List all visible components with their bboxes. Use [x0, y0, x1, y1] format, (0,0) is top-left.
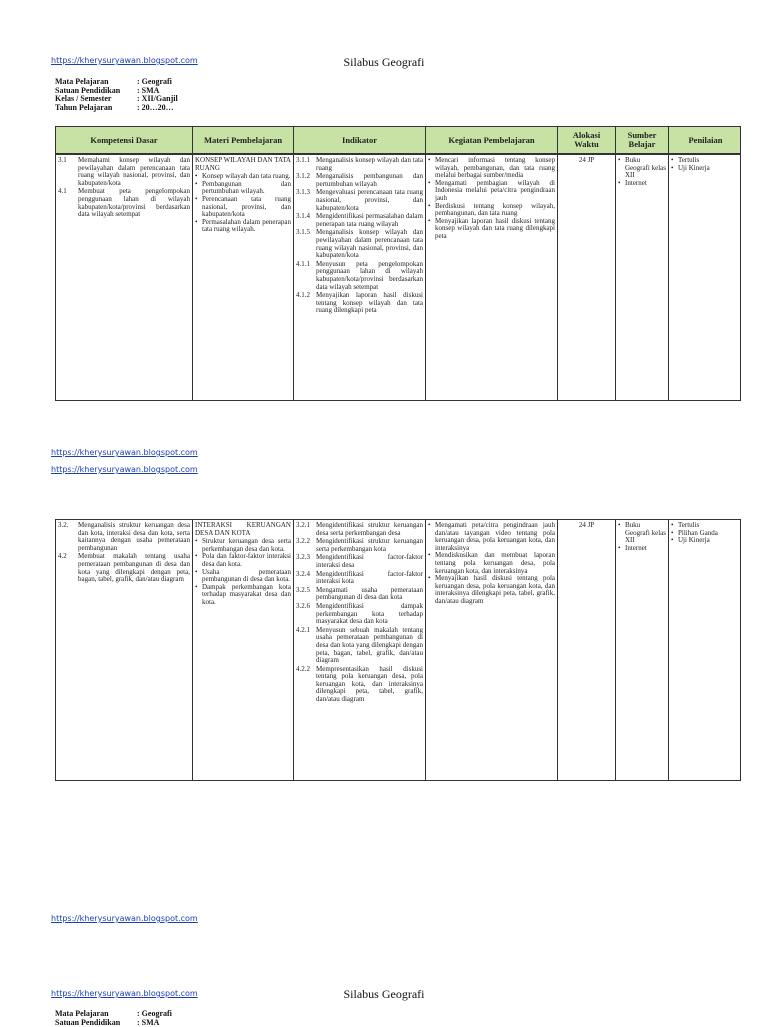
bullet-icon: •: [671, 536, 674, 545]
indikator-item: [296, 571, 423, 586]
cell-materi: [193, 155, 294, 400]
item-number: 3.1.2: [296, 172, 310, 181]
item-text: Konsep wilayah dan tata ruang.: [202, 172, 291, 181]
kd-item: [58, 157, 190, 187]
meta-block: [55, 78, 178, 112]
cell-alokasi: [558, 155, 616, 400]
kegiatan-item: [428, 157, 555, 180]
item-text: Membuat makalah tentang usaha pemerataan pembangunan di desa dan kota yang dilengkapi dengan peta, bagan, tabel, grafik, dan/atau diagram: [78, 552, 190, 584]
meta-value: : Geografi: [137, 77, 172, 86]
kegiatan-item: [428, 575, 555, 605]
item-text: Menyajikan laporan hasil diskusi tentang konsep wilayah dan tata ruang dilengkapi peta: [316, 291, 423, 315]
source-link[interactable]: https://kherysuryawan.blogspot.com: [51, 56, 198, 65]
item-number: 4.1: [58, 187, 67, 196]
item-number: 3.2.6: [296, 601, 310, 610]
item-text: Mengamati pembagian wilayah di Indonesia melalui peta/citra pengindraan jauh: [435, 178, 555, 202]
cell-kd: [56, 155, 193, 400]
bullet-icon: •: [195, 172, 198, 181]
item-text: Mengamati usaha pemerataan pembangunan di desa dan kota: [316, 585, 423, 602]
meta-value: : SMA: [137, 85, 160, 95]
kegiatan-item: [428, 203, 555, 218]
kegiatan-item: [428, 180, 555, 203]
materi-item: [195, 196, 291, 219]
item-text: Permasalahan dalam penerapan tata ruang wilayah.: [202, 217, 291, 234]
indikator-item: [296, 292, 423, 315]
cell-indikator: [294, 155, 426, 400]
item-text: Tertulis: [678, 521, 700, 529]
item-text: Mengidentifikasi permasalahan dalam penerapan tata ruang wilayah: [316, 212, 423, 228]
materi-item: [195, 538, 291, 553]
kegiatan-item: [428, 552, 555, 575]
meta-value: : 20…20…: [137, 102, 174, 112]
bullet-icon: •: [428, 521, 431, 529]
item-text: Menyusun sebuah makalah tentang usaha pemerataan pembangunan di desa dan kota yang dilengkapi dengan peta, bagan, tabel, grafik, dan/atau diagram: [316, 625, 423, 665]
penilaian-item: [671, 537, 740, 545]
col-header-penilaian: Penilaian: [688, 134, 723, 145]
materi-item: [195, 219, 291, 234]
col-header-indikator: Indikator: [294, 127, 426, 153]
item-text: Uji Kinerja: [678, 163, 710, 172]
cell-alokasi: [558, 520, 616, 780]
page-title: Silabus Geografi: [343, 987, 425, 1001]
meta-label: Tahun Pelajaran: [55, 102, 113, 112]
item-text: Dampak perkembangan kota terhadap masyarakat desa dan kota.: [202, 582, 291, 606]
kegiatan-item: [428, 218, 555, 241]
indikator-item: [296, 261, 423, 291]
kd-item: [58, 188, 190, 218]
meta-row: [55, 1019, 172, 1027]
item-number: 3.1: [58, 156, 67, 164]
item-text: Internet: [625, 543, 647, 552]
bullet-icon: •: [671, 163, 674, 172]
bullet-icon: •: [671, 528, 674, 537]
item-text: Menganalisis konsep wilayah dan tata ruang: [316, 156, 423, 172]
cell-penilaian: [669, 155, 742, 400]
alokasi-value: 24 JP: [578, 156, 595, 164]
item-text: Berdiskusi tentang konsep wilayah, pembangunan, dan tata ruang: [435, 201, 555, 218]
item-text: Uji Kinerja: [678, 536, 710, 545]
item-text: Mengidentifikasi dampak perkembangan kota terhadap masyarakat desa dan kota: [316, 601, 423, 626]
item-number: 3.1.1: [296, 156, 310, 164]
item-text: Membuat peta pengelompokan penggunaan lahan di wilayah kabupaten/kota/provinsi berdasarkan data wilayah setempat: [78, 187, 190, 219]
meta-value: : SMA: [137, 1017, 160, 1027]
cell-kd: [56, 520, 193, 780]
bullet-icon: •: [618, 178, 621, 187]
indikator-item: [296, 587, 423, 602]
meta-label: Kelas / Semester: [55, 94, 112, 104]
item-number: 3.1.5: [296, 228, 310, 237]
item-number: 4.2: [58, 552, 67, 561]
item-text: Tertulis: [678, 156, 700, 164]
source-link[interactable]: https://kherysuryawan.blogspot.com: [51, 989, 198, 998]
materi-heading: INTERAKSI KERUANGAN DESA DAN KOTA: [195, 521, 291, 537]
item-text: Mengamati peta/citra pengindraan jauh dan/atau tayangan video tentang pola keruangan desa, pola keruangan kota, dan interaksinya: [435, 521, 555, 552]
item-text: Mengidentifikasi struktur keruangan desa serta perkembangan desa: [316, 521, 423, 537]
meta-row: [55, 104, 178, 113]
indikator-item: [296, 173, 423, 188]
indikator-item: [296, 213, 423, 228]
indikator-item: [296, 538, 423, 553]
meta-value: : XII/Ganjil: [137, 94, 178, 104]
sumber-item: [618, 545, 666, 553]
indikator-item: [296, 627, 423, 665]
meta-value: : Geografi: [137, 1009, 172, 1018]
bullet-icon: •: [428, 178, 431, 187]
item-number: 3.2.5: [296, 585, 310, 594]
materi-item: [195, 553, 291, 568]
item-number: 3.2.: [58, 521, 69, 529]
cell-materi: [193, 520, 294, 780]
item-number: 3.1.3: [296, 188, 310, 197]
item-number: 3.1.4: [296, 212, 310, 221]
item-text: Menyajikan hasil diskusi tentang pola keruangan desa, pola keruangan kota, dan interaksinya dilengkapi peta, tabel, grafik, dan/atau diagram: [435, 574, 555, 605]
indikator-item: [296, 189, 423, 212]
col-header-materi: Materi Pembelajaran: [193, 127, 294, 153]
bullet-icon: •: [195, 194, 198, 203]
materi-item: [195, 584, 291, 607]
item-number: 3.2.1: [296, 521, 310, 529]
materi-item: [195, 181, 291, 196]
item-number: 3.2.3: [296, 553, 310, 562]
bullet-icon: •: [195, 217, 198, 226]
table-row: [55, 154, 741, 401]
col-header-kd: Kompetensi Dasar: [56, 127, 193, 153]
item-number: 4.2.2: [296, 664, 310, 673]
col-header-alokasi: Alokasi Waktu: [558, 127, 616, 153]
meta-label: Satuan Pendidikan: [55, 85, 121, 95]
table-row: [55, 519, 741, 781]
bullet-icon: •: [671, 156, 674, 164]
item-number: 3.2.2: [296, 537, 310, 546]
item-text: Mendiskusikan dan membuat laporan tentang pola keruangan desa, pola keruangan kota, dan interaksinya: [435, 551, 555, 575]
source-link[interactable]: https://kherysuryawan.blogspot.com: [51, 465, 198, 474]
item-number: 4.1.1: [296, 259, 310, 268]
materi-heading: KONSEP WILAYAH DAN TATA RUANG: [195, 156, 291, 172]
sumber-item: [618, 180, 666, 188]
item-text: Buku Geografi kelas XII: [625, 156, 667, 180]
meta-label: Satuan Pendidikan: [55, 1017, 121, 1027]
item-text: Mengidentifikasi factor-faktor interaksi desa: [316, 553, 423, 569]
col-header-sumber: Sumber Belajar: [616, 127, 669, 153]
item-text: Struktur keruangan desa serta perkembangan desa dan kota.: [202, 537, 291, 553]
item-text: Pembangunan dan pertumbuhan wilayah.: [202, 179, 291, 196]
cell-indikator: [294, 520, 426, 780]
cell-kegiatan: [426, 155, 558, 400]
item-text: Menganalisis struktur keruangan desa dan kota, interaksi desa dan kota, serta kaitannya dengan usaha pemerataan pembangunan: [78, 521, 190, 552]
alokasi-value: 24 JP: [578, 521, 595, 529]
item-text: Menyusun peta pengelompokan penggunaan lahan di wilayah kabupaten/kota/provinsi berdasarkan data wilayah setempat: [316, 259, 423, 291]
materi-item: [195, 569, 291, 584]
bullet-icon: •: [618, 543, 621, 552]
item-text: Mengevaluasi perencanaan tata ruang nasional, provinsi, dan kabupaten/kota: [316, 188, 423, 212]
item-text: Menganalisis konsep wilayah dan pewilayahan dalam perencanaan tata ruang wilayah nasional, provinsi, dan kabupaten/kota: [316, 228, 423, 260]
bullet-icon: •: [195, 582, 198, 591]
source-link[interactable]: https://kherysuryawan.blogspot.com: [51, 448, 198, 457]
sumber-item: [618, 522, 666, 545]
item-number: 4.1.2: [296, 291, 310, 300]
bullet-icon: •: [428, 574, 431, 583]
page-title: Silabus Geografi: [343, 55, 425, 69]
bullet-icon: •: [618, 521, 621, 529]
indikator-item: [296, 554, 423, 569]
indikator-item: [296, 229, 423, 259]
col-header-kegiatan: Kegiatan Pembelajaran: [426, 127, 558, 153]
sumber-item: [618, 157, 666, 180]
meta-block: [55, 1010, 172, 1027]
cell-penilaian: [669, 520, 742, 780]
item-text: Mencari informasi tentang konsep wilayah, pembangunan, dan tata ruang melalui berbagai sumber/media: [435, 156, 555, 180]
item-number: 3.2.4: [296, 569, 310, 578]
item-text: Mempresentasikan hasil diskusi tentang pola keruangan desa, pola keruangan kota, dan interaksinya dilengkapi peta, tabel, grafik, dan/atau diagram: [316, 664, 423, 704]
indikator-item: [296, 522, 423, 537]
item-text: Pilihan Ganda: [678, 528, 718, 537]
bullet-icon: •: [428, 551, 431, 560]
kd-item: [58, 553, 190, 583]
penilaian-item: [671, 165, 740, 173]
bullet-icon: •: [195, 567, 198, 576]
item-text: Pola dan faktor-faktor interaksi desa dan kota.: [202, 552, 291, 568]
cell-kegiatan: [426, 520, 558, 780]
cell-sumber: [616, 155, 669, 400]
indikator-item: [296, 603, 423, 626]
item-text: Buku Geografi kelas XII: [625, 521, 667, 545]
bullet-icon: •: [195, 552, 198, 561]
bullet-icon: •: [195, 179, 198, 188]
bullet-icon: •: [428, 216, 431, 225]
meta-label: Mata Pelajaran: [55, 77, 109, 86]
cell-sumber: [616, 520, 669, 780]
item-text: Perencanaan tata ruang nasional, provinsi, dan kabupaten/kota: [202, 194, 291, 219]
bullet-icon: •: [428, 201, 431, 210]
kegiatan-item: [428, 522, 555, 552]
bullet-icon: •: [428, 156, 431, 164]
item-text: Mengidentifikasi struktur keruangan serta perkembangan kota: [316, 537, 423, 553]
table-header: [55, 126, 741, 154]
indikator-item: [296, 666, 423, 704]
item-text: Memahami konsep wilayah dan pewilayahan dalam perencanaan tata ruang wilayah nasional, provinsi, dan kabupaten/kota: [78, 156, 190, 187]
bullet-icon: •: [618, 156, 621, 164]
source-link[interactable]: https://kherysuryawan.blogspot.com: [51, 914, 198, 923]
item-text: Menyajikan laporan hasil diskusi tentang konsep wilayah dan tata ruang dilengkapi peta: [435, 216, 555, 240]
kd-item: [58, 522, 190, 552]
bullet-icon: •: [195, 537, 198, 546]
bullet-icon: •: [671, 521, 674, 529]
item-text: Mengidentifikasi factor-faktor interaksi kota: [316, 569, 423, 586]
item-text: Menganalisis pembangunan dan pertumbuhan wilayah: [316, 172, 423, 188]
item-text: Internet: [625, 178, 647, 187]
item-number: 4.2.1: [296, 625, 310, 634]
item-text: Usaha pemerataan pembangunan di desa dan kota.: [202, 567, 291, 584]
meta-label: Mata Pelajaran: [55, 1009, 109, 1018]
indikator-item: [296, 157, 423, 172]
